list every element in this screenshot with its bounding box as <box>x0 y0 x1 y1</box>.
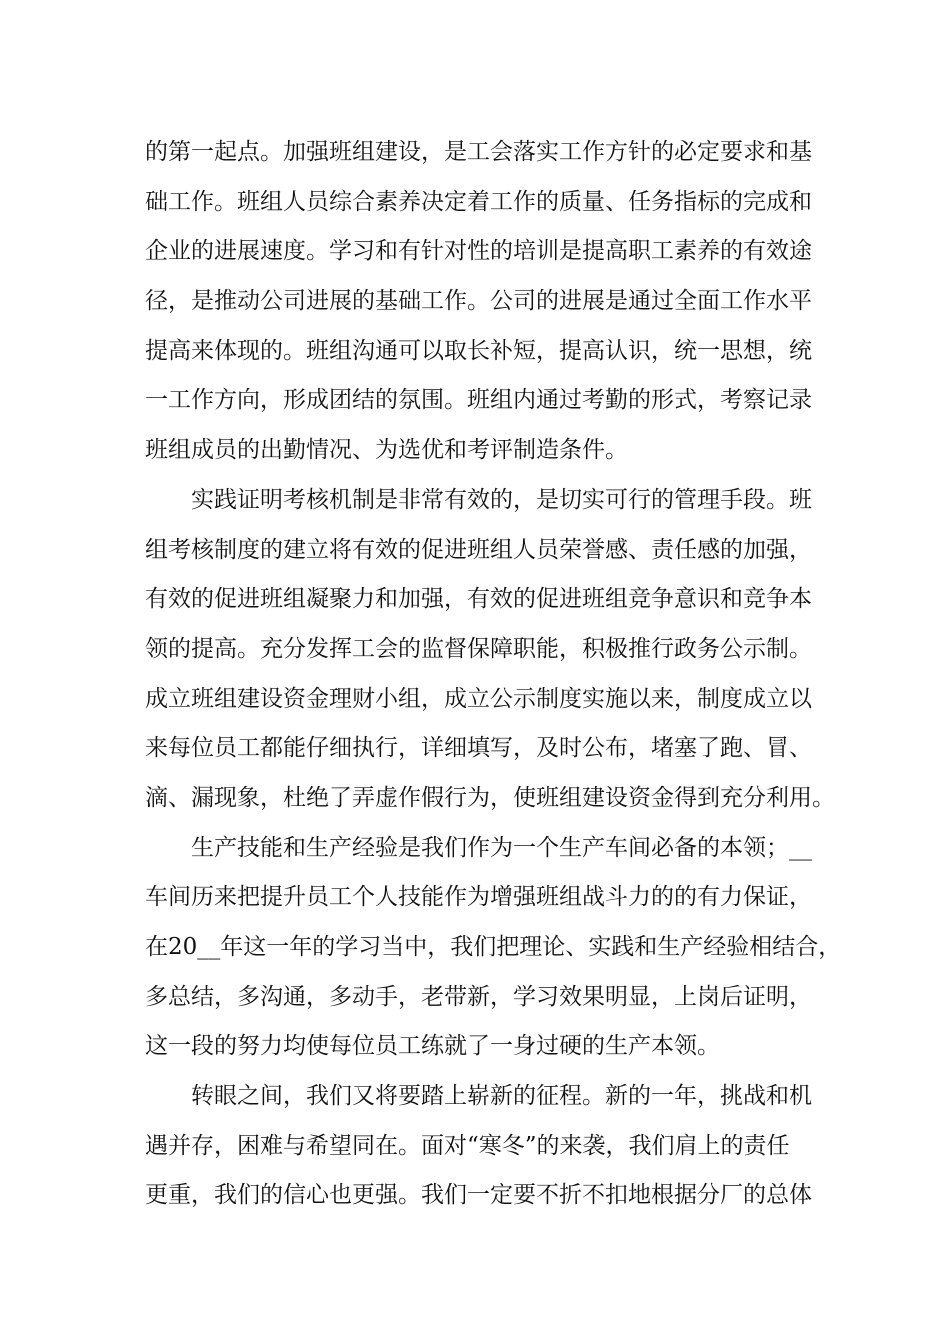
paragraph-1 <box>145 128 825 476</box>
document-body <box>145 128 842 1221</box>
text-line: 班组成员的出勤情况、为选优和考评制造条件。 <box>145 437 628 464</box>
text-line: 的第一起点。加强班组建设，是工会落实工作方针的必定要求和基 <box>145 139 812 165</box>
text-line: 更重，我们的信心也更强。我们一定要不折不扣地根据分厂的总体 <box>145 1182 812 1209</box>
text-line: 企业的进展速度。学习和有针对性的培训是提高职工素养的有效途 <box>145 238 812 265</box>
paragraph-4 <box>145 1072 825 1221</box>
text-line: 在20__年这一年的学习当中，我们把理论、实践和生产经验相结合， <box>145 934 842 960</box>
paragraph-2 <box>145 476 835 824</box>
text-line: 多总结，多沟通，多动手，老带新，学习效果明显，上岗后证明， <box>145 983 812 1010</box>
text-line: 组考核制度的建立将有效的促进班组人员荣誉感、责任感的加强， <box>145 536 812 563</box>
text-line: 实践证明考核机制是非常有效的，是切实可行的管理手段。班 <box>191 486 812 513</box>
text-line: 础工作。班组人员综合素养决定着工作的质量、任务指标的完成和 <box>145 188 812 215</box>
text-line: 一工作方向，形成团结的氛围。班组内通过考勤的形式，考察记录 <box>145 387 812 414</box>
paragraph-3 <box>145 824 842 1072</box>
text-line: 这一段的努力均使每位员工练就了一身过硬的生产本领。 <box>145 1033 720 1060</box>
text-line: 领的提高。充分发挥工会的监督保障职能，积极推行政务公示制。 <box>145 635 812 662</box>
text-line: 来每位员工都能仔细执行，详细填写，及时公布，堵塞了跑、冒、 <box>145 735 812 762</box>
text-line: 提高来体现的。班组沟通可以取长补短，提高认识，统一思想，统 <box>145 337 812 364</box>
text-line: 遇并存，困难与希望同在。面对“寒冬”的来袭，我们肩上的责任 <box>145 1132 790 1159</box>
text-line: 有效的促进班组凝聚力和加强，有效的促进班组竞争意识和竞争本 <box>145 586 812 613</box>
text-line: 转眼之间，我们又将要踏上崭新的征程。新的一年，挑战和机 <box>191 1083 812 1110</box>
text-line: 成立班组建设资金理财小组，成立公示制度实施以来，制度成立以 <box>145 685 812 712</box>
text-line: 滴、漏现象，杜绝了弄虚作假行为，使班组建设资金得到充分利用。 <box>145 784 835 811</box>
text-line: 生产技能和生产经验是我们作为一个生产车间必备的本领；__ <box>191 834 812 861</box>
text-line: 径，是推动公司进展的基础工作。公司的进展是通过全面工作水平 <box>145 288 812 315</box>
text-line: 车间历来把提升员工个人技能作为增强班组战斗力的的有力保证， <box>145 884 812 911</box>
